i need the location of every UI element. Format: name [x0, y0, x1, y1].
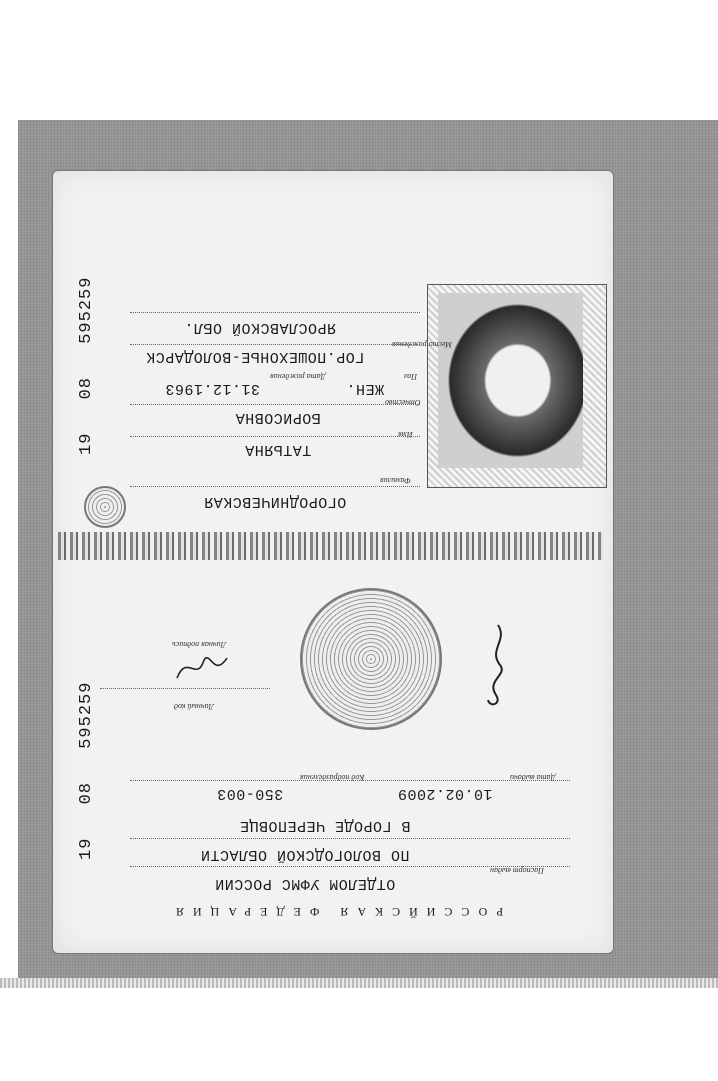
issued-by-line3: В ГОРОДЕ ЧЕРЕПОВЦЕ	[239, 817, 411, 834]
series-a-top: 19	[77, 432, 96, 455]
dob-label: Дата рождения	[270, 372, 326, 381]
series-b-bottom: 08	[77, 781, 96, 805]
signature-line	[100, 688, 270, 689]
sex-value: ЖЕН.	[346, 380, 385, 397]
holder-photo	[427, 284, 607, 488]
passport-spine	[58, 532, 603, 560]
number-top: 595259	[77, 276, 96, 344]
number-bottom: 595259	[77, 681, 96, 749]
dob-value: 31.12.1963	[164, 380, 260, 397]
series-a-bottom: 19	[77, 837, 96, 860]
issued-by-line-b	[130, 866, 570, 867]
division-code-label: Код подразделения	[300, 773, 365, 782]
surname-value: ОГОРОДНИЧЕВСКАЯ	[203, 493, 347, 510]
pob-line-2	[130, 312, 420, 313]
patronymic-label: Отчество	[385, 398, 421, 407]
pob-label: Место рождения	[392, 340, 452, 349]
official-stamp	[300, 588, 442, 730]
name-value: ТАТЬЯНА	[244, 441, 312, 458]
personal-code-label: Личный код	[174, 702, 214, 711]
holder-signature	[172, 648, 232, 688]
series-number-bottom	[78, 682, 95, 860]
pob-line	[130, 344, 420, 345]
issued-by-label: Паспорт выдан	[490, 866, 544, 875]
issued-by-line2: ПО ВОЛОГОДСКОЙ ОБЛАСТИ	[200, 846, 410, 863]
date-code-line	[130, 780, 570, 781]
series-b-top: 08	[77, 376, 96, 400]
division-code-value: 350-003	[216, 785, 284, 802]
series-number-top	[78, 277, 95, 455]
patronymic-line	[130, 404, 420, 405]
surname-label: Фамилия	[380, 476, 411, 485]
issue-date-label: Дата выдачи	[510, 773, 556, 782]
emblem-seal-small	[84, 486, 126, 528]
issued-by-line-a	[130, 838, 570, 839]
issued-by-line1: ОТДЕЛОМ УФМС РОССИИ	[214, 875, 396, 892]
sex-label: Пол	[404, 372, 418, 381]
pob-line2: ЯРОСЛАВСКОЙ ОБЛ.	[183, 319, 337, 336]
name-label: Имя	[398, 430, 413, 439]
surname-line	[130, 486, 420, 487]
name-line	[130, 436, 420, 437]
pob-line1: ГОР.ПОШЕХОНЬЕ-ВОЛОДАРСК	[145, 348, 365, 365]
personal-signature-label: Личная подпись	[172, 640, 227, 649]
country-banner: РОССИЙСКАЯ ФЕДЕРАЦИЯ	[166, 905, 504, 919]
patronymic-value: БОРИСОВНА	[235, 409, 321, 426]
scan-bottom-edge	[0, 978, 718, 988]
issuer-signature	[478, 620, 514, 710]
photo-portrait	[438, 293, 583, 468]
issue-date-value: 10.02.2009	[397, 785, 493, 802]
